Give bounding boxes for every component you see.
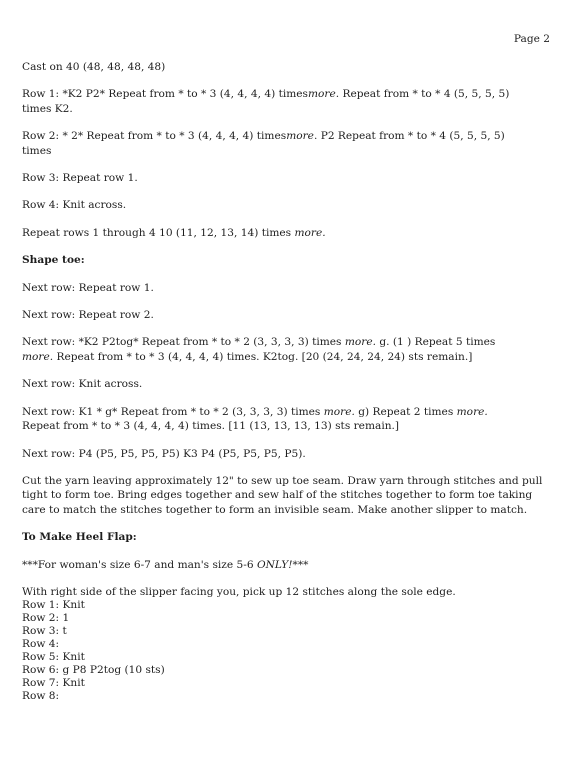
- next-row-1: Next row: Repeat row 1.: [22, 281, 154, 294]
- repeat-rows-more: more.: [294, 226, 326, 239]
- heel-row: Row 4:: [22, 638, 60, 651]
- next-row-3-more-b: more.: [22, 350, 54, 363]
- next-row-5-text-b: g) Repeat 2 times: [354, 405, 454, 418]
- row-1-more: more: [307, 88, 336, 101]
- next-row-5-more-b: more.: [456, 405, 488, 418]
- next-row-6: Next row: P4 (P5, P5, P5, P5) K3 P4 (P5, P5, P5, P5).: [22, 447, 306, 460]
- size-note-only: ONLY!: [256, 558, 293, 571]
- heel-row: Row 5: Knit: [22, 651, 85, 664]
- row-1-text-b: . Repeat from * to * 4 (5, 5, 5, 5): [335, 88, 510, 101]
- row-2-instruction: [22, 129, 550, 158]
- heel-row: Row 6: g P8 P2tog (10 sts): [22, 663, 165, 676]
- heel-row-list: [22, 599, 550, 702]
- heel-row: Row 8:: [22, 689, 60, 702]
- page-number: Page 2: [513, 33, 550, 45]
- size-note-text: ***For woman's size 6-7 and man's size 5-6: [22, 558, 257, 571]
- heel-row: Row 2: 1: [22, 612, 70, 625]
- pickup-instruction: With right side of the slipper facing you, pick up 12 stitches along the sole edge.: [22, 585, 456, 598]
- row-3-instruction: Row 3: Repeat row 1.: [22, 172, 138, 185]
- row-1-text-c: times K2.: [22, 102, 73, 115]
- heel-flap-heading: To Make Heel Flap:: [22, 531, 137, 544]
- row-2-text: Row 2: * 2* Repeat from * to * 3 (4, 4, 4, 4) times: [22, 130, 287, 143]
- cast-on-line: Cast on 40 (48, 48, 48, 48): [22, 61, 166, 73]
- shape-toe-heading: Shape toe:: [22, 254, 85, 267]
- finishing-paragraph: Cut the yarn leaving approximately 12" to sew up toe seam. Draw yarn through stitches and pull tight to form toe. Bring edges together and sew half of the stitches together to form toe taking care to match the stitches together to form an invisible seam. Make another slipper to match.: [22, 474, 543, 516]
- repeat-rows-text: Repeat rows 1 through 4 10 (11, 12, 13, 14) times: [22, 226, 292, 239]
- next-row-5: [22, 405, 550, 434]
- next-row-3-text-b: g. (1 ) Repeat 5 times: [376, 336, 496, 349]
- next-row-3: [22, 335, 550, 364]
- heel-row: Row 7: Knit: [22, 676, 85, 689]
- repeat-rows-instruction: [22, 226, 550, 240]
- row-2-text-b: . P2 Repeat from * to * 4 (5, 5, 5, 5): [313, 130, 505, 143]
- next-row-5-text-c: Repeat from * to * 3 (4, 4, 4, 4) times. [11 (13, 13, 13, 13) sts remain.]: [22, 420, 400, 433]
- size-note: [22, 558, 550, 572]
- heel-row: Row 3: t: [22, 625, 67, 638]
- next-row-5-text: Next row: K1 * g* Repeat from * to * 2 (3, 3, 3, 3) times: [22, 405, 321, 418]
- row-2-more: more: [286, 130, 314, 143]
- next-row-3-text-c: Repeat from * to * 3 (4, 4, 4, 4) times. K2tog. [20 (24, 24, 24, 24) sts remain.]: [53, 350, 473, 363]
- next-row-3-more: more.: [344, 336, 376, 349]
- row-1-text: Row 1: *K2 P2* Repeat from * to * 3 (4, 4, 4, 4) times: [22, 88, 308, 101]
- next-row-3-text: Next row: *K2 P2tog* Repeat from * to * 2 (3, 3, 3, 3) times: [22, 336, 342, 349]
- next-row-5-more: more.: [323, 405, 355, 418]
- row-4-instruction: Row 4: Knit across.: [22, 199, 127, 212]
- row-2-text-c: times: [22, 144, 52, 157]
- pattern-text: [22, 60, 550, 703]
- next-row-2: Next row: Repeat row 2.: [22, 309, 154, 322]
- heel-row: Row 1: Knit: [22, 599, 85, 612]
- row-1-instruction: [22, 87, 550, 116]
- size-note-stars: ***: [292, 558, 309, 571]
- next-row-4: Next row: Knit across.: [22, 378, 143, 391]
